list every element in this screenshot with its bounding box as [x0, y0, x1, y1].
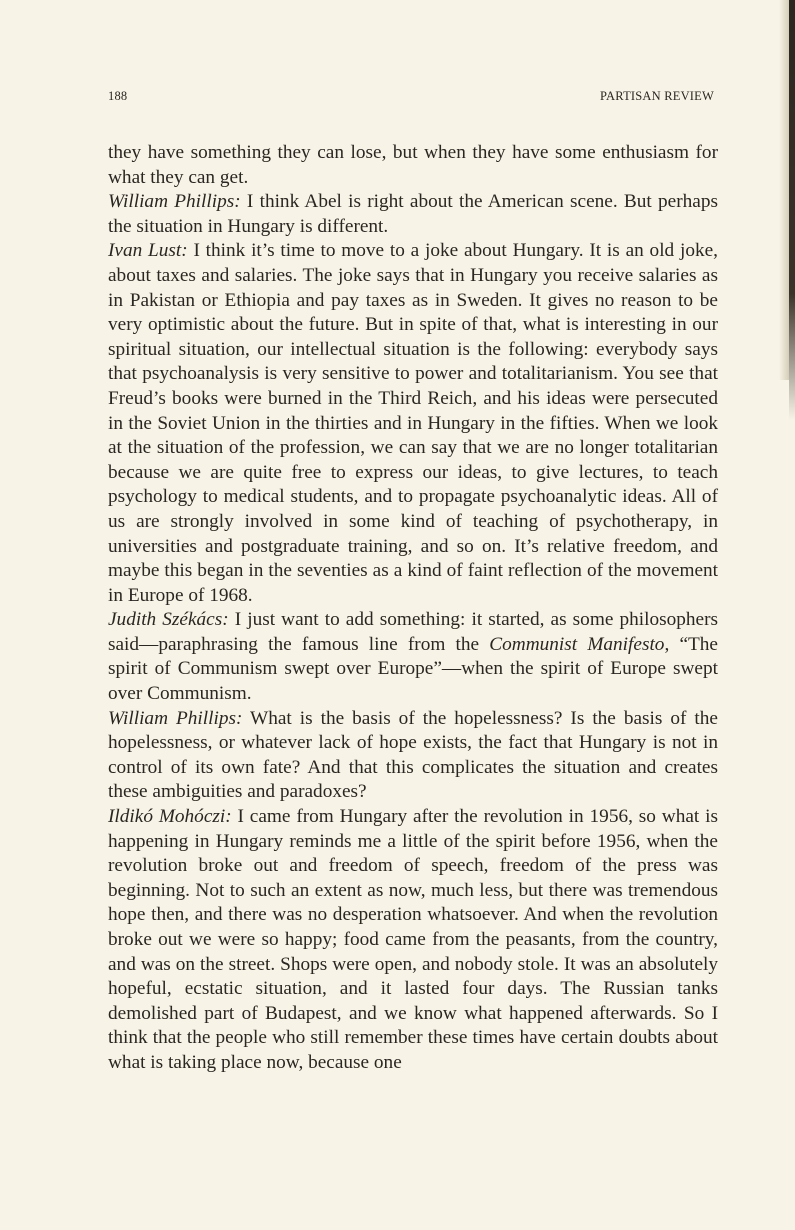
running-title: PARTISAN REVIEW — [600, 89, 714, 103]
speaker-name: Ildikó Mohóczi: — [108, 806, 232, 828]
paragraph-william-phillips-1 — [108, 190, 718, 239]
paragraph-text: they have something they can lose, but when they have some enthusiasm for what they can get. — [108, 142, 718, 188]
page-number: 188 — [108, 89, 128, 103]
page-gutter-shadow — [779, 0, 789, 380]
paragraph-william-phillips-2 — [108, 707, 718, 805]
paragraph-text: What is the basis of the hopelessness? Is the basis of the hopelessness, or whatever lack of hope exists, the fact that Hungary is not in control of its own fate? And that this complicates the situation and creates these ambiguities and paradoxes? — [108, 707, 718, 803]
paragraph-text: I think Abel is right about the American scene. But perhaps the situation in Hungary is different. — [108, 191, 718, 237]
paragraph-ivan-lust — [108, 239, 718, 608]
speaker-name: William Phillips: — [108, 707, 243, 729]
paragraph-text: I came from Hungary after the revolution in 1956, so what is happening in Hungary reminds me a little of the spirit before 1956, when the revolution broke out and freedom of speech, freedom of the press was beginning. Not to such an extent as now, much less, but there was tremendous hope then, and there was no desperation whatsoever. And when the revolution broke out we were so happy; food came from the peasants, from the country, and was on the street. Shops were open, and nobody stole. It was an absolutely hopeful, ecstatic situation, and it lasted four days. The Russian tanks demolished part of Budapest, and we know what happened afterwards. So I think that the people who still remember these times have certain doubts about what is taking place now, because one — [108, 806, 718, 1073]
paragraph-text: , “The spirit of Communism swept over Europe”—when the spirit of Europe swept over Communism. — [108, 633, 718, 705]
paragraph-judith-szekacs — [108, 608, 718, 706]
paragraph-continuation — [108, 141, 718, 190]
speaker-name: William Phillips: — [108, 191, 241, 213]
paragraph-text: I just want to add something: it started, as some philosophers said—paraphrasing the famous line from the — [108, 609, 718, 655]
speaker-name: Ivan Lust: — [108, 240, 188, 262]
paragraph-ildiko-mohoczi — [108, 805, 718, 1076]
paragraph-text: I think it’s time to move to a joke about Hungary. It is an old joke, about taxes and salaries. The joke says that in Hungary you receive salaries as in Pakistan or Ethiopia and pay taxes as in Sweden. It gives no reason to be very optimistic about the future. But in spite of that, what is interesting in our spiritual situation, our intellectual situation is the following: everybody says that psychoanalysis is very sensitive to power and totalitarianism. You see that Freud’s books were burned in the Third Reich, and his ideas were persecuted in the Soviet Union in the thirties and in Hungary in the fifties. When we look at the situation of the profession, we can say that we are no longer totalitarian because we are quite free to express our ideas, to give lectures, to teach psychology to medical students, and to propagate psychoanalytic ideas. All of us are strongly involved in some kind of teaching of psychotherapy, in universities and postgraduate training, and so on. It’s relative freedom, and maybe this began in the seventies as a kind of faint reflection of the movement in Europe of 1968. — [108, 240, 718, 606]
page-edge — [789, 0, 795, 420]
body-text — [108, 141, 718, 1076]
speaker-name: Judith Székács: — [108, 609, 229, 631]
running-header — [108, 89, 714, 104]
book-title: Communist Manifesto — [489, 633, 665, 655]
